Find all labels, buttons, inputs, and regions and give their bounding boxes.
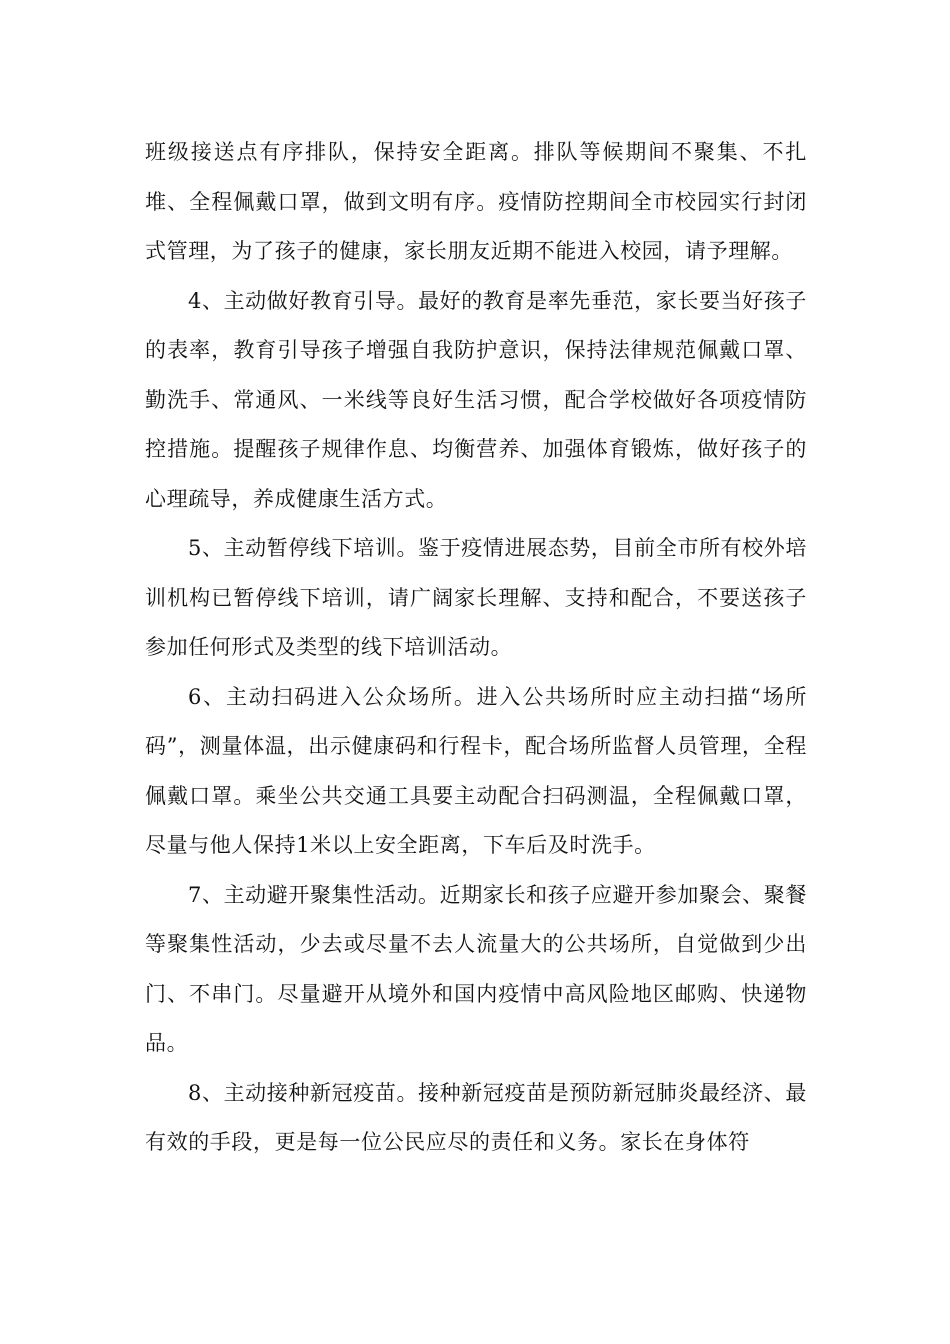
paragraph-item-4: 4、主动做好教育引导。最好的教育是率先垂范，家长要当好孩子的表率，教育引导孩子增强自我防护意识，保持法律规范佩戴口罩、勤洗手、常通风、一米线等良好生活习惯，配合学校做好各项疫情防控措施。提醒孩子规律作息、均衡营养、加强体育锻炼，做好孩子的心理疏导，养成健康生活方式。 [145, 288, 807, 511]
paragraph-continuation: 班级接送点有序排队，保持安全距离。排队等候期间不聚集、不扎堆、全程佩戴口罩，做到文明有序。疫情防控期间全市校园实行封闭式管理，为了孩子的健康，家长朋友近期不能进入校园，请予理解。 [145, 140, 807, 263]
paragraph-item-6: 6、主动扫码进入公众场所。进入公共场所时应主动扫描“场所码”，测量体温，出示健康码和行程卡，配合场所监督人员管理，全程佩戴口罩。乘坐公共交通工具要主动配合扫码测温，全程佩戴口罩，尽量与他人保持1米以上安全距离，下车后及时洗手。 [145, 684, 807, 857]
paragraph-item-7: 7、主动避开聚集性活动。近期家长和孩子应避开参加聚会、聚餐等聚集性活动，少去或尽量不去人流量大的公共场所，自觉做到少出门、不串门。尽量避开从境外和国内疫情中高风险地区邮购、快递物品。 [145, 882, 807, 1055]
paragraph-item-5: 5、主动暂停线下培训。鉴于疫情进展态势，目前全市所有校外培训机构已暂停线下培训，请广阔家长理解、支持和配合，不要送孩子参加任何形式及类型的线下培训活动。 [145, 536, 807, 659]
document-body [145, 128, 807, 1168]
paragraph-item-8: 8、主动接种新冠疫苗。接种新冠疫苗是预防新冠肺炎最经济、最有效的手段，更是每一位公民应尽的责任和义务。家长在身体符 [145, 1080, 807, 1154]
